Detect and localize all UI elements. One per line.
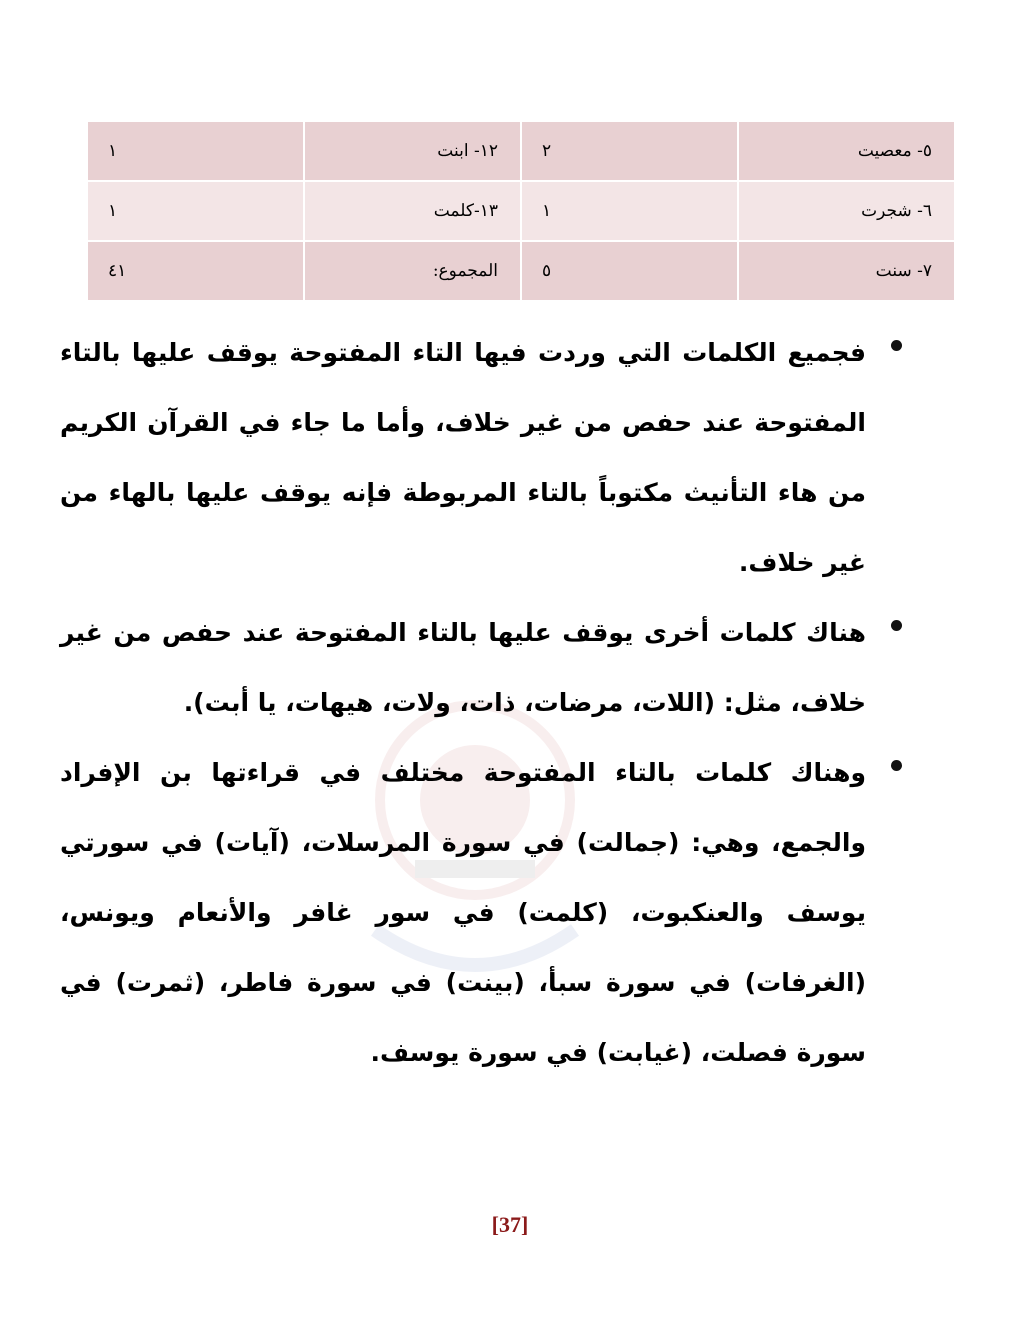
table-row <box>87 241 955 301</box>
table-cell: ٧- سنت <box>738 241 955 301</box>
table-cell: ٦- شجرت <box>738 181 955 241</box>
word-count-table <box>86 120 956 302</box>
table-cell: ٥ <box>521 241 738 301</box>
table-cell: ١ <box>87 181 304 241</box>
list-item <box>60 598 904 738</box>
table-cell: ١ <box>87 121 304 181</box>
table-cell: ١٢- ابنت <box>304 121 521 181</box>
table-cell: ١٣-كلمت <box>304 181 521 241</box>
table-cell: ٢ <box>521 121 738 181</box>
bullet-icon <box>891 620 902 631</box>
list-item <box>60 318 904 598</box>
bullet-icon <box>891 340 902 351</box>
bullet-icon <box>891 760 902 771</box>
table-cell: ٥- معصيت <box>738 121 955 181</box>
table-row <box>87 181 955 241</box>
bullet-text: فجميع الكلمات التي وردت فيها التاء المفتوحة يوقف عليها بالتاء المفتوحة عند حفص من غير خلاف، وأما ما جاء في القرآن الكريم من هاء التأنيث مكتوباً بالتاء المربوطة فإنه يوقف عليها بالهاء من غير خلاف. <box>60 338 866 577</box>
bullet-text: هناك كلمات أخرى يوقف عليها بالتاء المفتوحة عند حفص من غير خلاف، مثل: (اللات، مرضات، ذات، ولات، هيهات، يا أبت). <box>60 618 866 717</box>
bullet-list <box>60 318 904 1088</box>
bullet-text: وهناك كلمات بالتاء المفتوحة مختلف في قراءتها بن الإفراد والجمع، وهي: (جمالت) في سورة المرسلات، (آيات) في سورتي يوسف والعنكبوت، (كلمت) في سور غافر والأنعام ويونس، (الغرفات) في سورة سبأ، (بينت) في سورة فاطر، (ثمرت) في سورة فصلت، (غيابت) في سورة يوسف. <box>60 758 866 1067</box>
table-cell: المجموع: <box>304 241 521 301</box>
list-item <box>60 738 904 1088</box>
table-cell: ١ <box>521 181 738 241</box>
table-row <box>87 121 955 181</box>
table-cell: ٤١ <box>87 241 304 301</box>
page-number: [37] <box>491 1212 529 1237</box>
